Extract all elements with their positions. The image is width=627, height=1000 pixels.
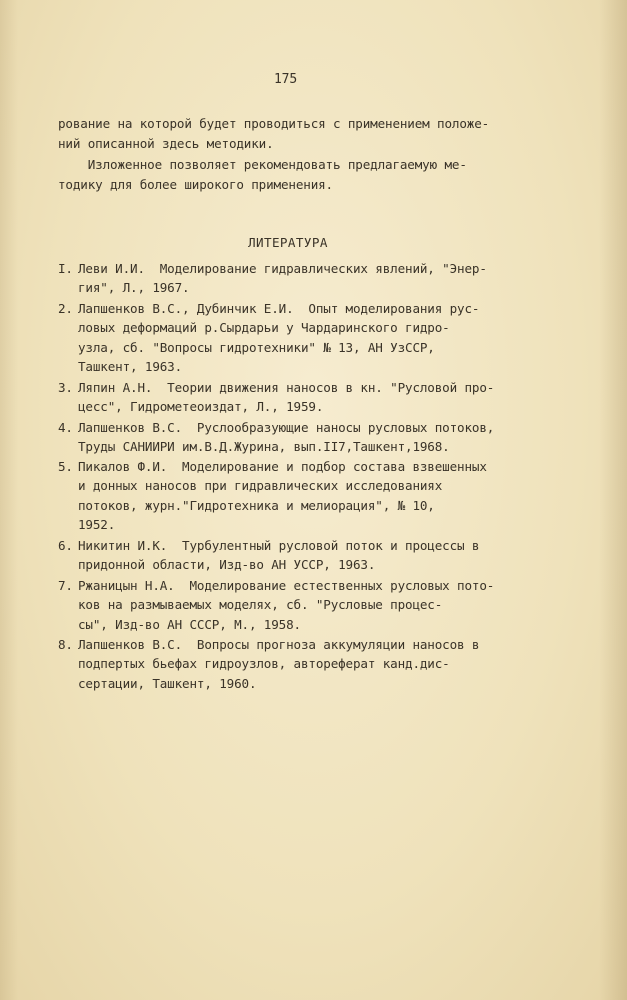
reference-line: Ташкент, 1963.	[78, 358, 183, 374]
reference-number: 3.	[58, 380, 73, 395]
reference-text: Лапшенков В.С., Дубинчик Е.И. Опыт моделирования рус-	[78, 301, 480, 316]
reference-text: Ляпин А.Н. Теории движения наносов в кн. "Русловой про-	[78, 380, 495, 395]
references-heading: ЛИТЕРАТУРА	[248, 235, 328, 250]
reference-line	[58, 378, 578, 397]
reference-text: Лапшенков В.С. Вопросы прогноза аккумуляции наносов в	[78, 637, 480, 652]
reference-item-1	[58, 259, 578, 298]
page-number: 175	[274, 72, 298, 87]
reference-line: ловых деформаций р.Сырдарьи у Чардаринского гидро-	[78, 320, 450, 336]
paragraph-line: Изложенное позволяет рекомендовать предлагаемую ме-	[58, 157, 467, 172]
reference-text: Никитин И.К. Турбулентный русловой поток и процессы в	[78, 538, 480, 553]
reference-item-2	[58, 299, 578, 376]
reference-number: 7.	[58, 578, 73, 593]
paragraph-line: рование на которой будет проводиться с применением положе-	[58, 116, 490, 131]
reference-line: гия", Л., 1967.	[78, 280, 190, 296]
reference-line: потоков, журн."Гидротехника и мелиорация", № 10,	[78, 497, 435, 513]
paragraph-line: тодику для более широкого применения.	[58, 177, 333, 192]
reference-text: Леви И.И. Моделирование гидравлических явлений, "Энер-	[78, 261, 487, 276]
reference-line	[58, 536, 578, 555]
reference-line: узла, сб. "Вопросы гидротехники" № 13, АН УзССР,	[78, 339, 435, 355]
reference-text: Лапшенков В.С. Руслообразующие наносы русловых потоков,	[78, 420, 495, 435]
reference-line: Труды САНИИРИ им.В.Д.Журина, вып.II7,Ташкент,1968.	[78, 439, 450, 455]
reference-number: 5.	[58, 459, 73, 474]
reference-line	[58, 576, 578, 595]
reference-number: I.	[58, 261, 73, 276]
reference-item-3	[58, 378, 578, 417]
reference-line: подпертых бьефах гидроузлов, автореферат канд.дис-	[78, 656, 450, 672]
reference-line	[58, 259, 578, 278]
reference-item-6	[58, 536, 578, 575]
reference-text: Пикалов Ф.И. Моделирование и подбор состава взвешенных	[78, 459, 487, 474]
reference-line	[58, 418, 578, 437]
reference-item-7	[58, 576, 578, 634]
reference-line	[58, 635, 578, 654]
reference-number: 4.	[58, 420, 73, 435]
reference-line: сы", Изд-во АН СССР, М., 1958.	[78, 616, 301, 632]
reference-item-5	[58, 457, 578, 534]
reference-line	[58, 457, 578, 476]
reference-number: 8.	[58, 637, 73, 652]
reference-line: ков на размываемых моделях, сб. "Русловые процес-	[78, 597, 443, 613]
reference-line: 1952.	[78, 516, 116, 532]
reference-item-4	[58, 418, 578, 457]
paragraph-line: ний описанной здесь методики.	[58, 136, 274, 151]
reference-line: и донных наносов при гидравлических исследованиях	[78, 478, 443, 494]
reference-number: 6.	[58, 538, 73, 553]
reference-number: 2.	[58, 301, 73, 316]
reference-line: сертации, Ташкент, 1960.	[78, 675, 257, 691]
reference-line	[58, 299, 578, 318]
reference-line: придонной области, Изд-во АН УССР, 1963.	[78, 557, 376, 573]
reference-text: Ржаницын Н.А. Моделирование естественных русловых пото-	[78, 578, 495, 593]
reference-item-8	[58, 635, 578, 693]
reference-line: цесс", Гидрометеоиздат, Л., 1959.	[78, 399, 324, 415]
